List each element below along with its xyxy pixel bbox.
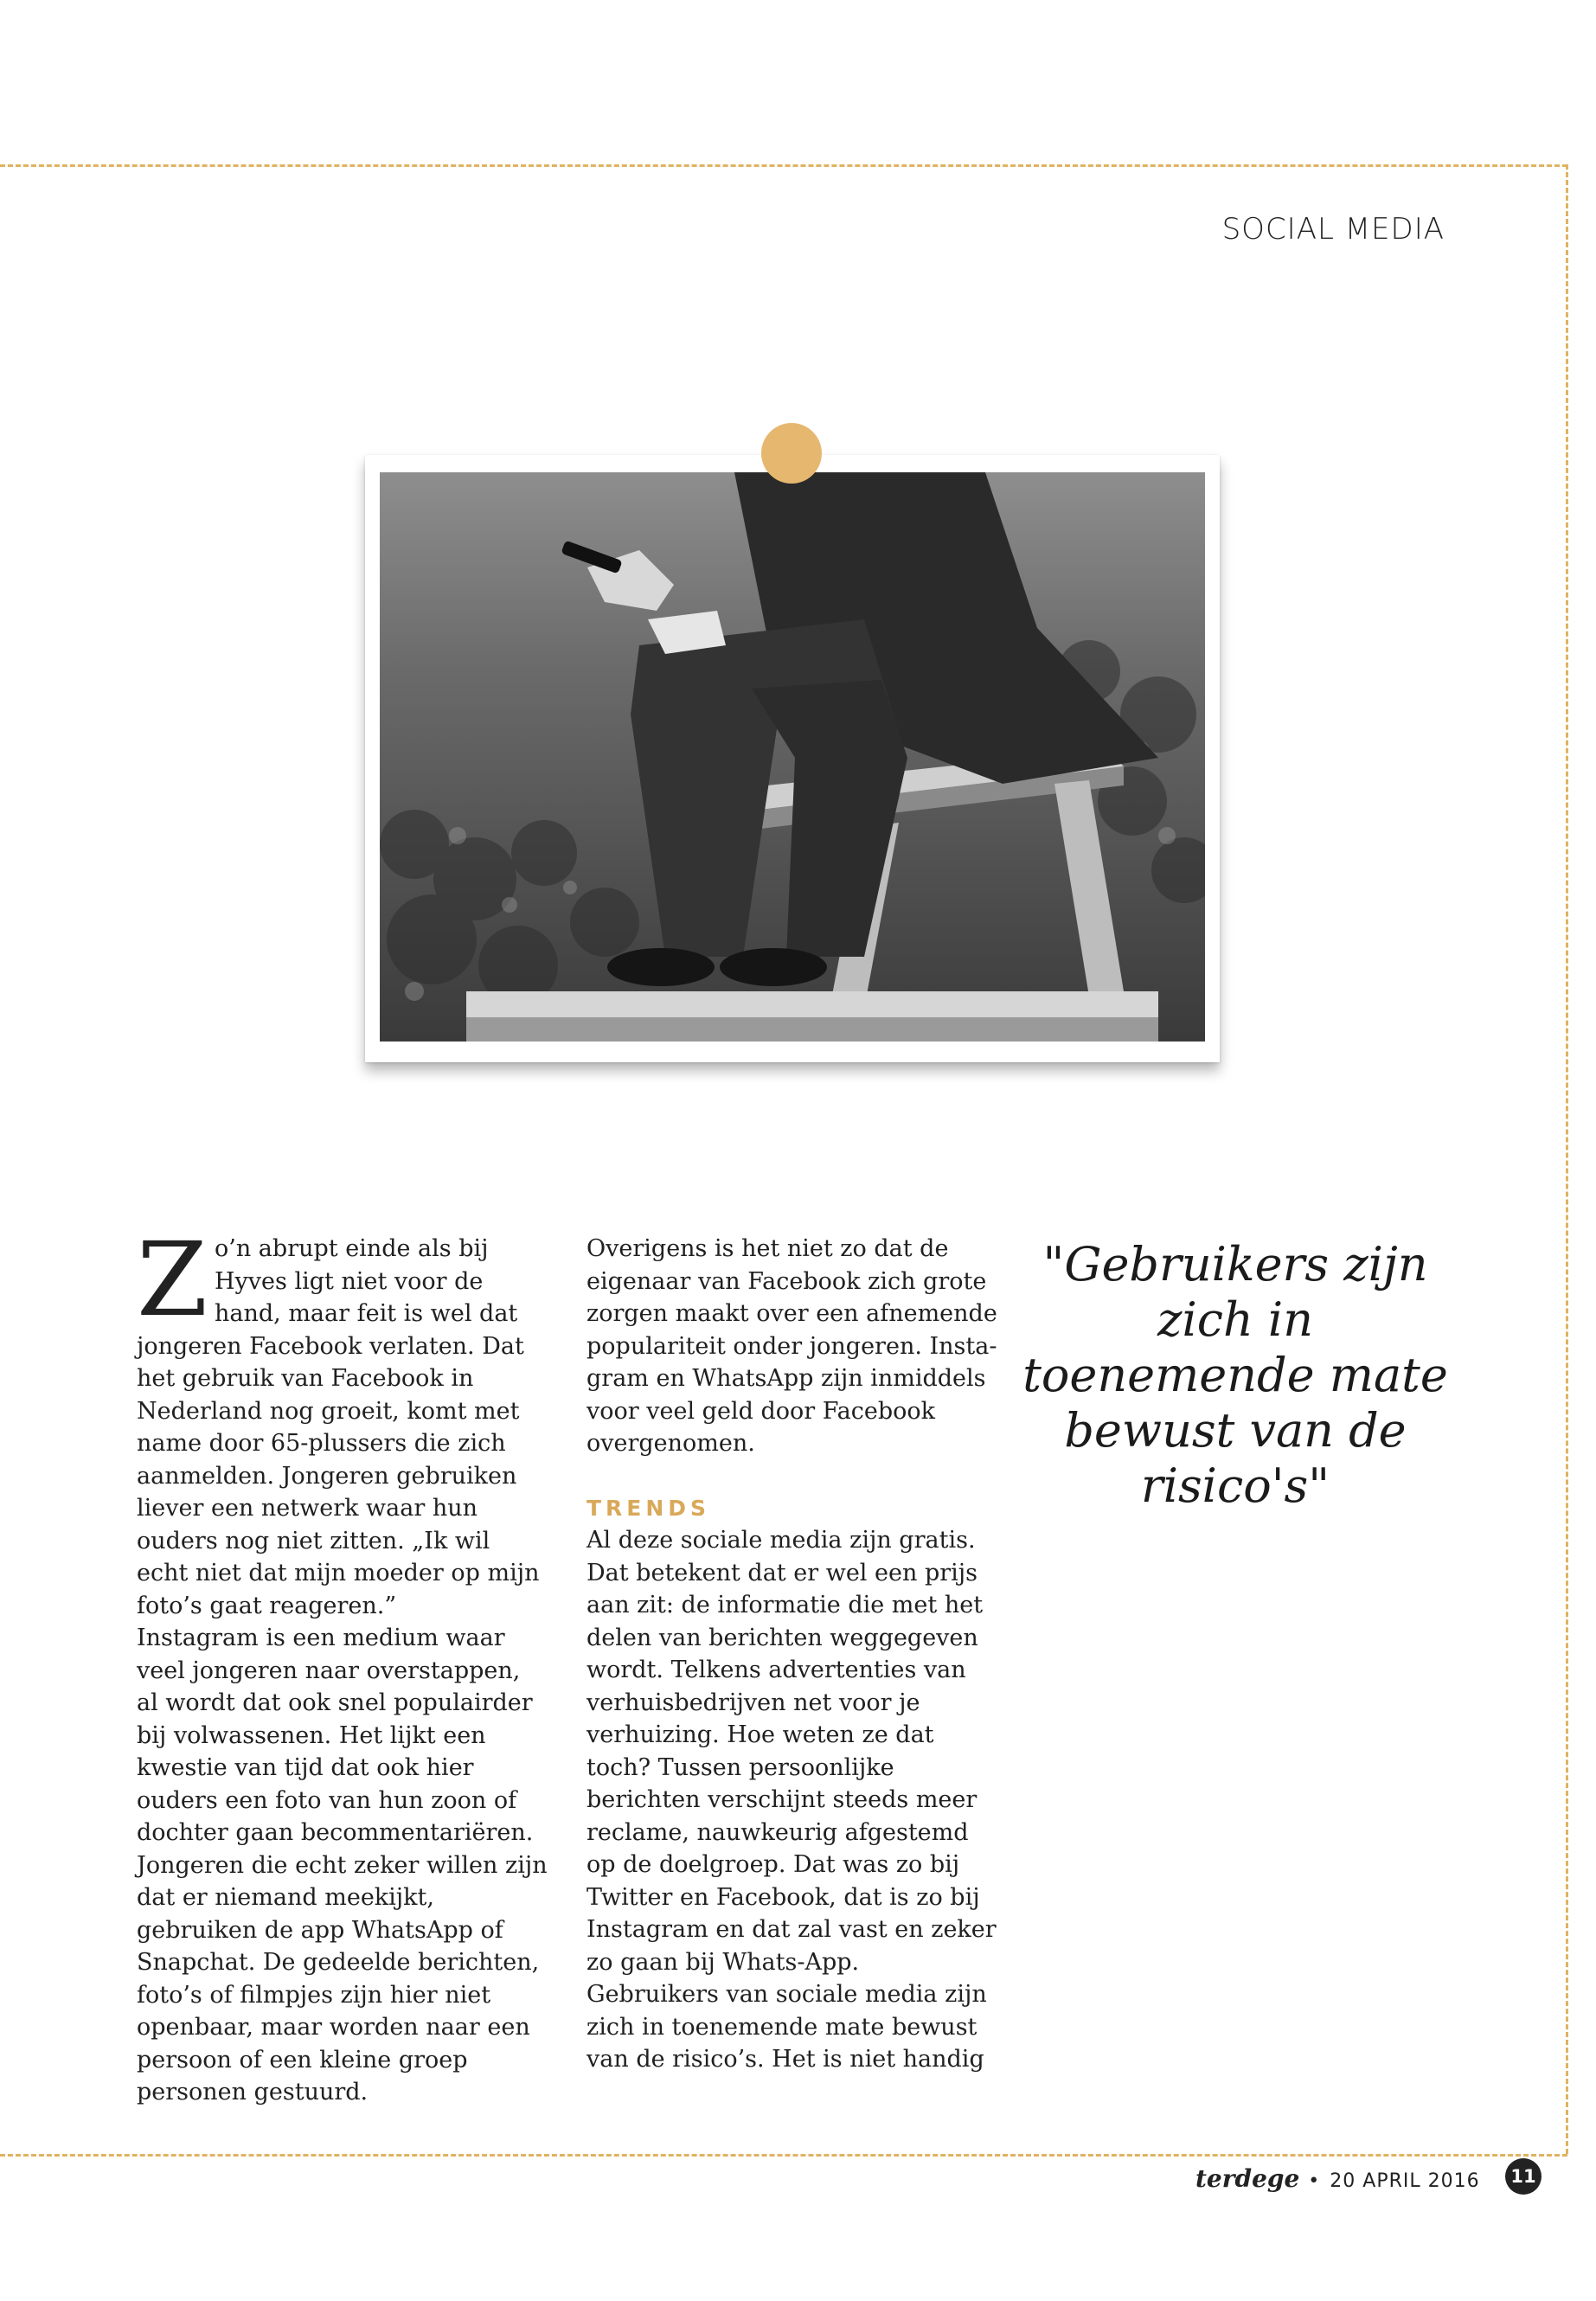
footer (1195, 2164, 1480, 2193)
paragraph-1-text: o’n abrupt einde als bij Hyves ligt niet voor de hand, maar feit is wel dat jongeren Facebook verlaten. Dat het gebruik van Facebook in Nederland nog groeit, komt met name door 65-plussers die zich aanmelden. Jongeren gebruiken liever een netwerk waar hun ouders nog niet zitten. „Ik wil echt niet dat mijn moeder op mijn foto’s gaat reageren.” (137, 1235, 540, 1619)
paragraph-2: Instagram is een medium waar veel jongeren naar overstappen, al wordt dat ook snel populairder bij volwassenen. Het lijkt een kwestie van tijd dat ook hier ouders een foto van hun zoon of dochter gaan becommentariëren. (137, 1625, 534, 1846)
photo-illustration (380, 472, 1205, 1042)
photo-card (365, 455, 1220, 1062)
pull-quote: "Gebruikers zijn zich in toenemende mate bewust van de risico's" (1022, 1237, 1448, 1513)
subheading-trends: TRENDS (586, 1495, 711, 1521)
section-label: SOCIAL MEDIA (1221, 212, 1445, 247)
page-number-badge: 11 (1505, 2158, 1542, 2195)
paragraph-3: Jongeren die echt zeker willen zijn dat er niemand meekijkt, gebruiken de app WhatsApp of Snapchat. De gedeelde berichten, foto’s of filmpjes zijn hier niet openbaar, maar worden naar een persoon of een kleine groep personen gestuurd. (137, 1851, 548, 2106)
article-column-2 (586, 1233, 997, 2076)
pin-dot (761, 423, 822, 484)
dashed-border-bottom (0, 2154, 1567, 2157)
brand-logo: terdege (1195, 2164, 1300, 2193)
article-photo (380, 472, 1205, 1042)
paragraph-1 (137, 1220, 548, 1622)
dashed-border-right (1566, 164, 1568, 2154)
dropcap: Z (137, 1220, 208, 1339)
issue-date: 20 APRIL 2016 (1330, 2170, 1480, 2192)
article-column-1 (137, 1220, 548, 2109)
footer-separator: • (1308, 2170, 1320, 2192)
dashed-border-top (0, 164, 1567, 167)
paragraph-4: Overigens is het niet zo dat de eigenaar van Facebook zich grote zorgen maakt over een afnemende populariteit onder jongeren. Instagram en WhatsApp zijn inmiddels voor veel geld door Facebook overgenomen. (586, 1235, 997, 1457)
paragraph-5: Al deze sociale media zijn gratis. Dat betekent dat er wel een prijs aan zit: de informatie die met het delen van berichten weggegeven wordt. Telkens advertenties van verhuisbedrijven net voor je verhuizing. Hoe weten ze dat toch? Tussen persoonlijke berichten verschijnt steeds meer reclame, nauwkeurig afgestemd op de doelgroep. Dat was zo bij Twitter en Facebook, dat is zo bij Instagram en dat zal vast en zeker zo gaan bij Whats-App. Gebruikers van sociale media zijn zich in toenemende mate bewust van de risico’s. Het is niet handig (586, 1527, 997, 2073)
